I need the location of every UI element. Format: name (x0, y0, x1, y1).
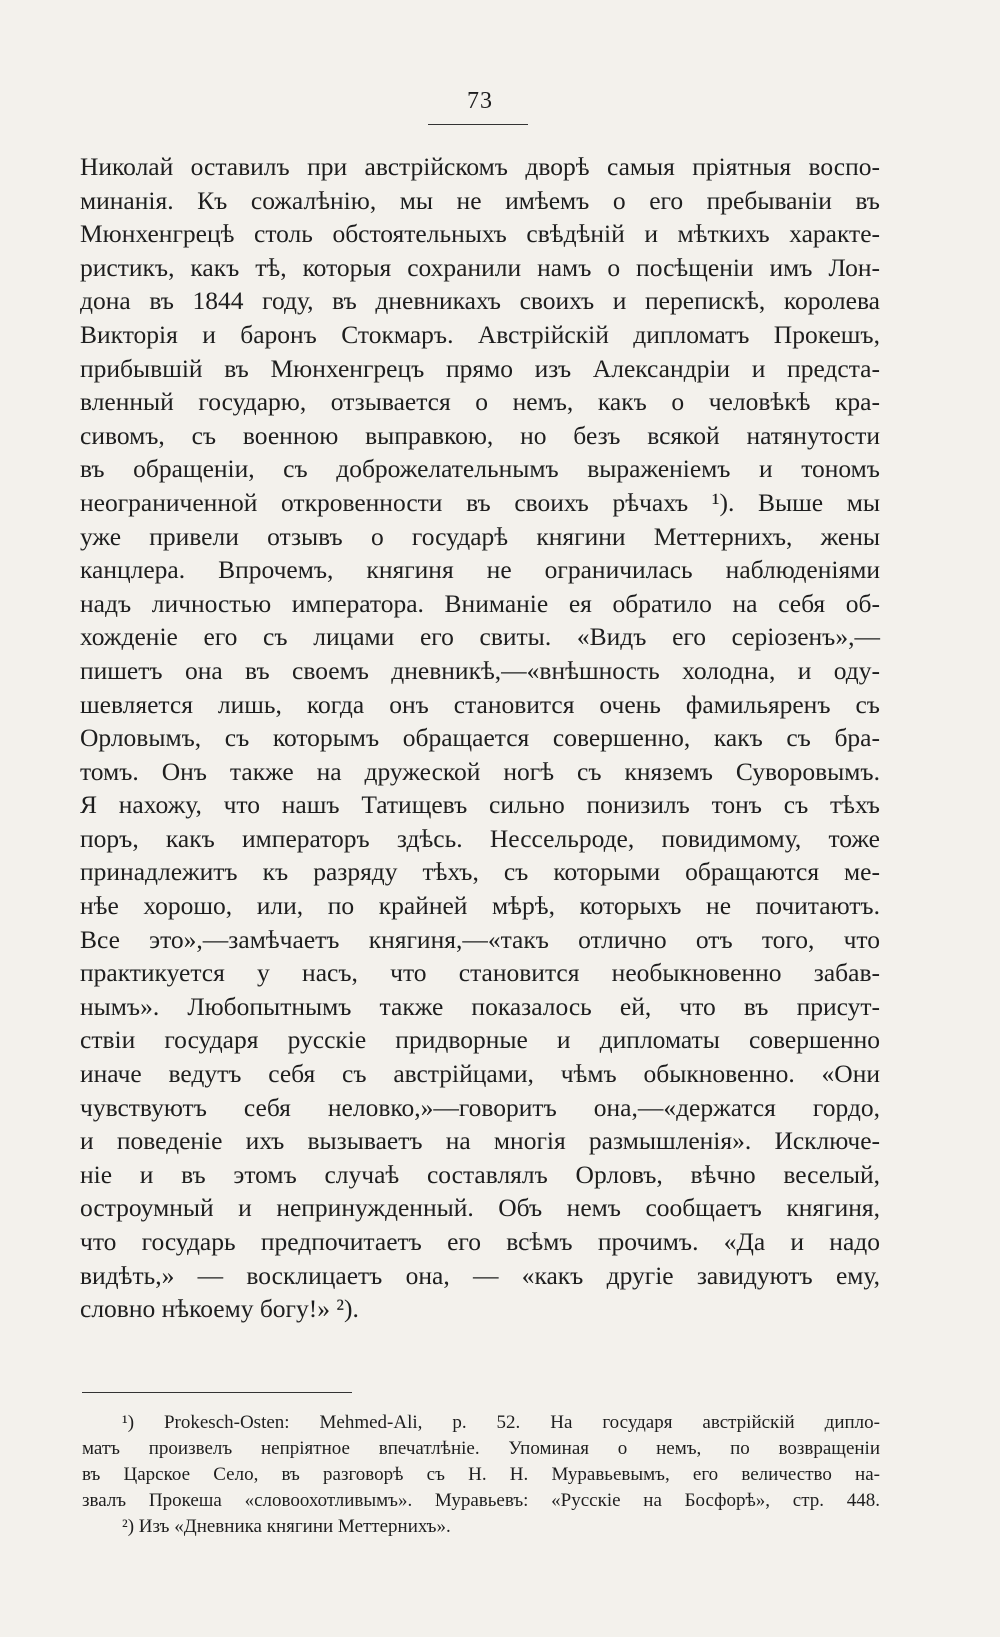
body-line: остроумный и непринужденный. Объ немъ сообщаетъ княгиня, (80, 1193, 880, 1223)
body-line: минанія. Къ сожалѣнію, мы не имѣемъ о его пребываніи въ (80, 185, 880, 215)
body-line: нѣе хорошо, или, по крайней мѣрѣ, которыхъ не почитаютъ. (80, 891, 880, 921)
footnotes (82, 1410, 880, 1540)
body-line: вленный государю, отзывается о немъ, какъ о человѣкѣ кра- (80, 387, 880, 417)
body-line: шевляется лишь, когда онъ становится очень фамильяренъ съ (80, 689, 880, 719)
footnote-rule (82, 1392, 352, 1393)
body-line: канцлера. Впрочемъ, княгиня не ограничилась наблюденіями (80, 555, 880, 585)
body-line: словно нѣкоему богу!» ²). (80, 1294, 359, 1324)
footnote-line: ²) Изъ «Дневника княгини Меттернихъ». (122, 1516, 451, 1537)
body-line: ствіи государя русскіе придворные и дипломаты совершенно (80, 1025, 880, 1055)
body-line: хожденіе его съ лицами его свиты. «Видъ его серіозенъ»,— (80, 622, 880, 652)
body-line: иначе ведутъ себя съ австрійцами, чѣмъ обыкновенно. «Они (80, 1059, 880, 1089)
body-line: дона въ 1844 году, въ дневникахъ своихъ и перепискѣ, королева (80, 286, 880, 316)
header-rule (428, 124, 528, 125)
body-line: и поведеніе ихъ вызываетъ на многія размышленія». Исключе- (80, 1126, 880, 1156)
body-line: практикуется у насъ, что становится необыкновенно забав- (80, 958, 880, 988)
body-line: принадлежитъ къ разряду тѣхъ, съ которыми обращаются ме- (80, 857, 880, 887)
body-line: ристикъ, какъ тѣ, которыя сохранили намъ о посѣщеніи имъ Лон- (80, 252, 880, 282)
body-line: поръ, какъ императоръ здѣсь. Нессельроде, повидимому, тоже (80, 823, 880, 853)
footnote-line: ¹) Prokesch-Osten: Mehmed-Ali, p. 52. На государя австрійскій дипло- (122, 1412, 880, 1433)
body-line: Мюнхенгрецѣ столь обстоятельныхъ свѣдѣній и мѣткихъ характе- (80, 219, 880, 249)
body-line: нымъ». Любопытнымъ также показалось ей, что въ присут- (80, 991, 880, 1021)
body-line: видѣть,» — восклицаетъ она, — «какъ другіе завидуютъ ему, (80, 1260, 880, 1290)
body-line: томъ. Онъ также на дружеской ногѣ съ княземъ Суворовымъ. (80, 756, 880, 786)
page-number: 73 (467, 88, 493, 114)
body-line: Все это»,—замѣчаетъ княгиня,—«такъ отлично отъ того, что (80, 924, 880, 954)
body-line: уже привели отзывъ о государѣ княгини Меттернихъ, жены (80, 521, 880, 551)
body-line: пишетъ она въ своемъ дневникѣ,—«внѣшность холодна, и оду- (80, 655, 880, 685)
body-line: прибывшій въ Мюнхенгрецъ прямо изъ Александріи и предста- (80, 353, 880, 383)
body-line: сивомъ, съ военною выправкою, но безъ всякой натянутости (80, 420, 880, 450)
body-text (80, 150, 880, 1326)
body-line: что государь предпочитаетъ его всѣмъ прочимъ. «Да и надо (80, 1227, 880, 1256)
body-line: ніе и въ этомъ случаѣ составлялъ Орловъ, вѣчно веселый, (80, 1159, 880, 1189)
footnote-line: матъ произвелъ непріятное впечатлѣніе. Упоминая о немъ, по возвращеніи (82, 1438, 880, 1459)
body-line: неограниченной откровенности въ своихъ рѣчахъ ¹). Выше мы (80, 487, 880, 517)
body-line: Викторія и баронъ Стокмаръ. Австрійскій дипломатъ Прокешъ, (80, 319, 880, 349)
body-line: чувствуютъ себя неловко,»—говоритъ она,—«держатся гордо, (80, 1092, 880, 1122)
body-line: въ обращеніи, съ доброжелательнымъ выраженіемъ и тономъ (80, 454, 880, 484)
body-line: надъ личностью императора. Вниманіе ея обратило на себя об- (80, 588, 880, 618)
body-line: Орловымъ, съ которымъ обращается совершенно, какъ съ бра- (80, 723, 880, 753)
body-line: Николай оставилъ при австрійскомъ дворѣ самыя пріятныя воспо- (80, 152, 880, 181)
footnote-line: въ Царское Село, въ разговорѣ съ Н. Н. Муравьевымъ, его величество на- (82, 1464, 880, 1485)
footnote-line: звалъ Прокеша «словоохотливымъ». Муравьевъ: «Русскіе на Босфорѣ», стр. 448. (82, 1490, 880, 1511)
body-line: Я нахожу, что нашъ Татищевъ сильно понизилъ тонъ съ тѣхъ (80, 790, 880, 820)
